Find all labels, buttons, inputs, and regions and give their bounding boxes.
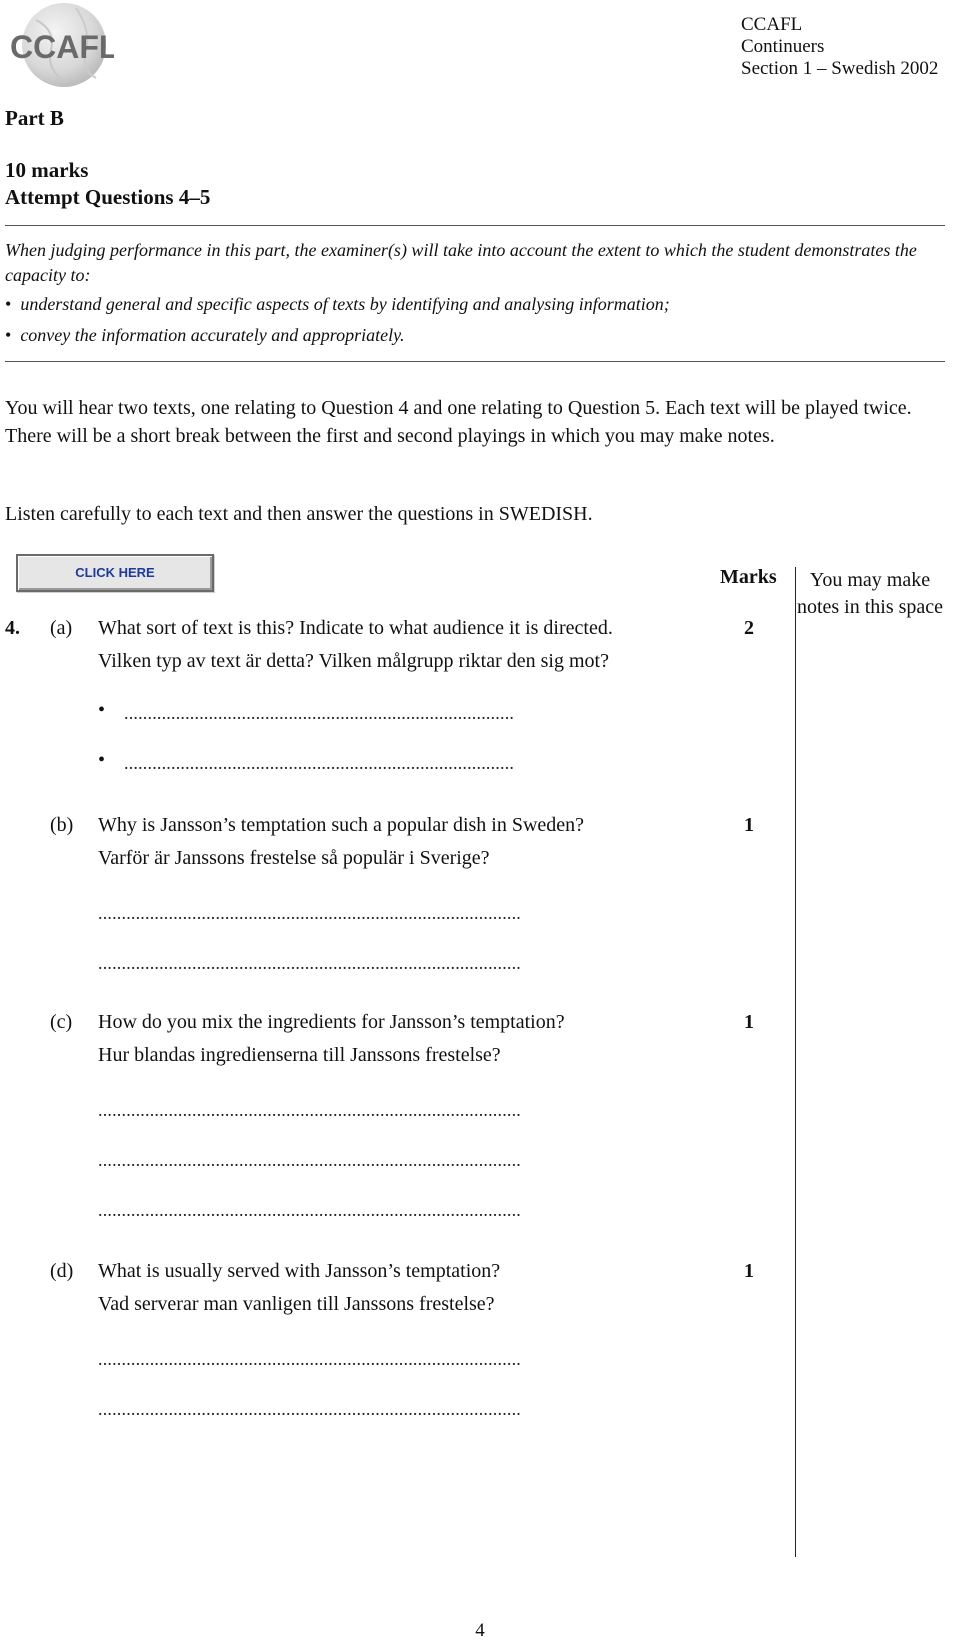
part-b-marks: 1 [744,814,754,836]
notes-column-divider [795,567,796,1557]
part-b-label: (b) [50,814,74,836]
part-attempt: Attempt Questions 4–5 [5,185,211,209]
part-c-question [98,1006,718,1072]
part-d-swedish: Vad serverar man vanligen till Janssons frestelse? [98,1293,495,1315]
part-title: Part B [5,106,64,130]
notes-column-header: You may make notes in this space [796,569,944,618]
part-b-english: Why is Jansson’s temptation such a popular dish in Sweden? [98,814,585,836]
part-a-question [98,612,718,678]
instructions-paragraph-1: You will hear two texts, one relating to Question 4 and one relating to Question 5. Each text will be played twice. There will be a short break between the first and second playings in which you may make notes. [5,397,912,447]
page-number: 4 [475,1620,485,1641]
answer-bullet-2: • [98,749,106,771]
answer-line[interactable]: .......................................................................................... [98,1200,521,1220]
part-c-marks: 1 [744,1011,754,1033]
part-marks: 10 marks [5,158,89,182]
part-b-question [98,809,718,875]
part-d-english: What is usually served with Jansson’s temptation? [98,1260,501,1282]
divider-bottom [5,361,945,362]
part-a-english: What sort of text is this? Indicate to what audience it is directed. [98,617,613,639]
answer-line[interactable]: ................................................................................... [124,753,515,773]
part-d-marks: 1 [744,1260,754,1282]
question-number: 4. [5,617,20,639]
answer-line[interactable]: .......................................................................................... [98,1399,521,1419]
click-here-button[interactable]: CLICK HERE [16,554,214,592]
part-d-label: (d) [50,1260,74,1282]
criteria-bullet-1: • understand general and specific aspects of texts by identifying and analysing information; [5,294,670,314]
ccafl-logo [6,0,114,90]
part-a-swedish: Vilken typ av text är detta? Vilken målgrupp riktar den sig mot? [98,650,609,672]
part-c-label: (c) [50,1011,73,1033]
part-c-english: How do you mix the ingredients for Jansson’s temptation? [98,1011,565,1033]
part-d-question [98,1255,718,1321]
answer-bullet-1: • [98,699,106,721]
document-header [741,14,938,80]
answer-line[interactable]: .......................................................................................... [98,953,521,973]
logo-text: CCAFL [10,29,114,65]
instructions-paragraph-2: Listen carefully to each text and then answer the questions in SWEDISH. [5,503,593,525]
part-c-swedish: Hur blandas ingredienserna till Janssons frestelse? [98,1044,501,1066]
part-b-swedish: Varför är Janssons frestelse så populär i Sverige? [98,847,490,869]
criteria-bullet-2: • convey the information accurately and appropriately. [5,325,405,345]
header-line-2: Continuers [741,36,825,57]
divider-top [5,225,945,226]
part-a-label: (a) [50,617,73,639]
header-line-3: Section 1 – Swedish 2002 [741,58,939,79]
answer-line[interactable]: .......................................................................................... [98,1349,521,1369]
answer-line[interactable]: ................................................................................... [124,703,515,723]
marks-column-header: Marks [720,566,777,588]
answer-line[interactable]: .......................................................................................... [98,1100,521,1120]
answer-line[interactable]: .......................................................................................... [98,903,521,923]
part-a-marks: 2 [744,617,754,639]
answer-line[interactable]: .......................................................................................... [98,1150,521,1170]
criteria-intro: When judging performance in this part, the examiner(s) will take into account the extent to which the student demonstrates the capacity to: [5,240,917,285]
header-line-1: CCAFL [741,14,803,35]
